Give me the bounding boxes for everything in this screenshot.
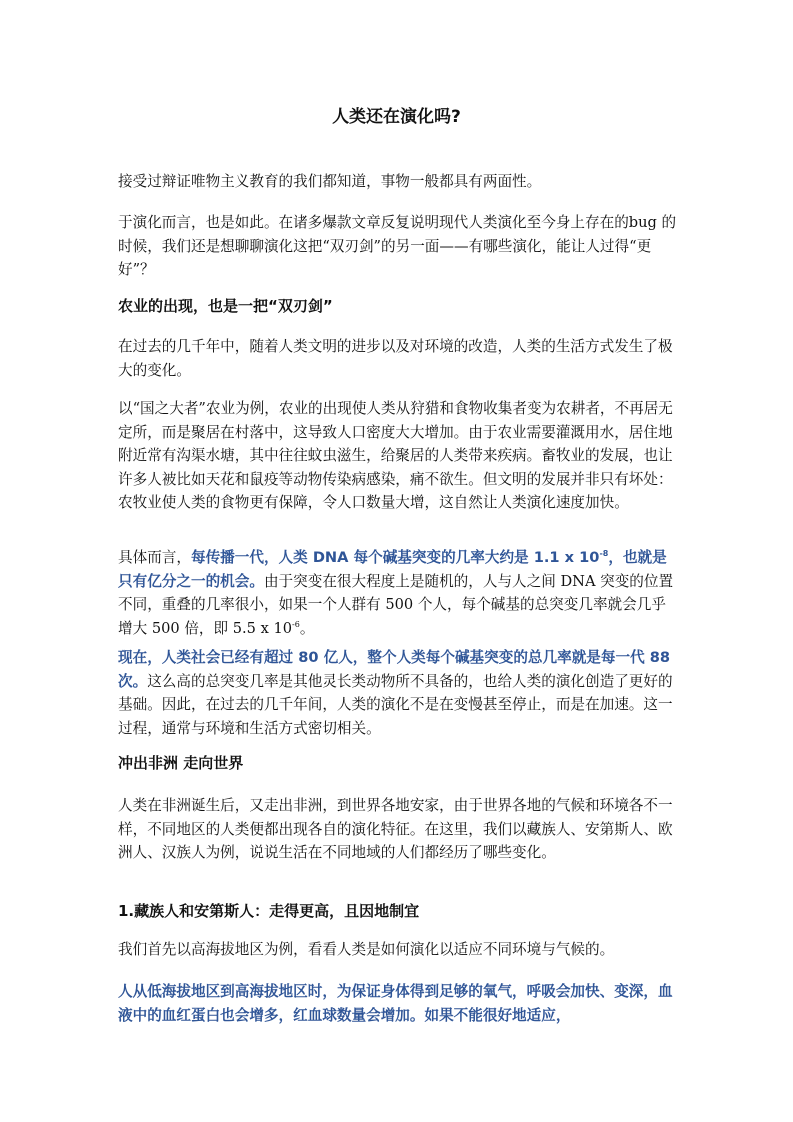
mutation-rate-highlight-a: 每传播一代，人类 DNA 每个碱基突变的几率大约是 1.1 x 10: [190, 549, 600, 566]
paragraph-intro: 接受过辩证唯物主义教育的我们都知道，事物一般都具有两面性。: [118, 173, 542, 190]
paragraph-population-mutation: [118, 646, 678, 740]
paragraph-high-altitude: 我们首先以高海拔地区为例，看看人类是如何演化以适应不同环境与气候的。: [118, 941, 615, 958]
paragraph-out-of-africa: 人类在非洲诞生后，又走出非洲，到世界各地安家，由于世界各地的气候和环境各不一样，不同地区的人类便都出现各自的演化特征。在这里，我们以藏族人、安第斯人、欧洲人、汉族人为例，说说生活在不同地域的人们都经历了哪些变化。: [118, 797, 673, 861]
mutation-rate-rest-exponent: -6: [292, 619, 300, 629]
mutation-rate-highlight-b: ，也就是只有亿分之一的机会。: [118, 549, 667, 590]
mutation-rate-lead: 具体而言，: [118, 549, 191, 566]
paragraph-double-edged: 于演化而言，也是如此。在诸多爆款文章反复说明现代人类演化至今身上存在的bug 的时候，我们还是想聊聊演化这把“双刃剑”的另一面——有哪些演化，能让人过得“更好”？: [118, 214, 677, 278]
heading-agriculture: 农业的出现，也是一把“双刃剑”: [118, 297, 333, 315]
paragraph-lifestyle-change: 在过去的几千年中，随着人类文明的进步以及对环境的改造，人类的生活方式发生了极大的变化。: [118, 338, 673, 379]
paragraph-oxygen-adaptation: 人从低海拔地区到高海拔地区时，为保证身体得到足够的氧气，呼吸会加快、变深，血液中的血红蛋白也会增多，红血球数量会增加。如果不能很好地适应，: [118, 983, 673, 1024]
mutation-rate-exponent: -8: [599, 549, 609, 559]
paragraph-mutation-rate: [118, 546, 678, 640]
heading-tibetans-andeans: 1.藏族人和安第斯人：走得更高，且因地制宜: [118, 902, 420, 920]
mutation-rate-rest-b: 。: [299, 619, 315, 637]
mutation-rate-rest-a: 由于突变在很大程度上是随机的，人与人之间 DNA 突变的位置不同，重叠的几率很小，如果一个人群有 500 个人，每个碱基的总突变几率就会几乎增大 500 倍，即 5.5 x 10: [118, 572, 674, 637]
paragraph-agriculture-example: 以“国之大者”农业为例，农业的出现使人类从狩猎和食物收集者变为农耕者，不再居无定所，而是聚居在村落中，这导致人口密度大大增加。由于农业需要灌溉用水，居住地附近常有沟渠水塘，其中往往蚊虫滋生，给聚居的人类带来疾病。畜牧业的发展，也让许多人被比如天花和鼠疫等动物传染病感染，痛不欲生。但文明的发展并非只有坏处：农牧业使人类的食物更有保障，令人口数量大增，这自然让人类演化速度加快。: [118, 400, 673, 511]
heading-out-of-africa: 冲出非洲 走向世界: [118, 754, 244, 772]
population-mutation-rest: 这么高的总突变几率是其他灵长类动物所不具备的，也给人类的演化创造了更好的基础。因此，在过去的几千年间，人类的演化不是在变慢甚至停止，而是在加速。这一过程，通常与环境和生活方式密切相关。: [118, 672, 673, 737]
population-mutation-highlight: 现在，人类社会已经有超过 80 亿人，整个人类每个碱基突变的总几率就是每一代 88 次。: [118, 649, 671, 690]
page-title: 人类还在演化吗?: [332, 107, 461, 127]
